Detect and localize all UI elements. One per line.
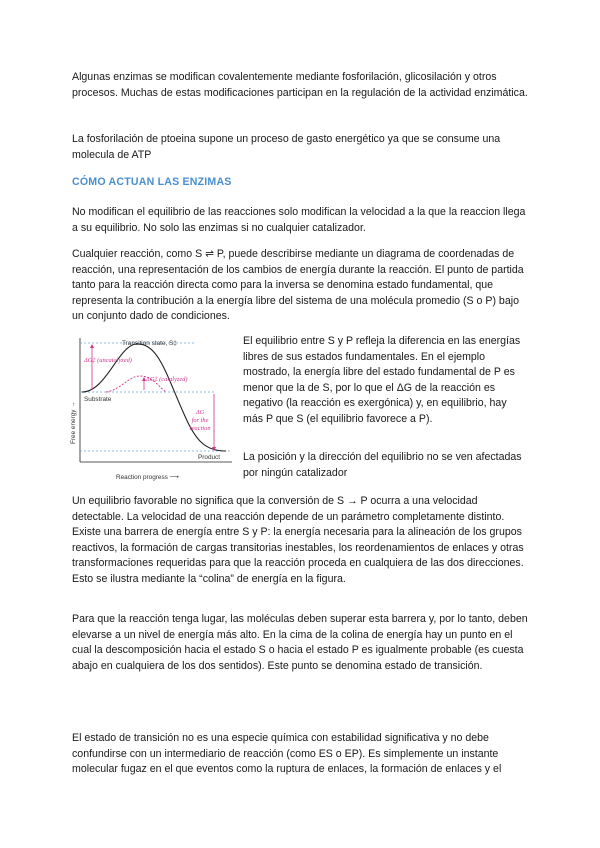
transition-state-label: Transition state, S‡ xyxy=(122,340,177,347)
paragraph-fosforilacion: La fosforilación de ptoeina supone un proceso de gasto energético ya que se consume una molecula de ATP xyxy=(72,133,501,161)
paragraph-barrera: Un equilibrio favorable no significa que la conversión de S → P ocurra a una velocidad detectable. La velocidad de una reacción depende de un parámetro completamente distinto. Existe una barrera de energía entre S y P: la energía necesaria para la alineación de los grupos reactivos, la formación de cargas transitorias inestables, los reordenamientos de enlaces y otras transformaciones requeridas para que la reacción proceda en cualquiera de las dos direcciones. Esto se ilustra mediante la “colina” de energía en la figura. xyxy=(72,495,524,585)
reaction-coordinate-figure xyxy=(66,334,236,486)
paragraph-catalizador: La posición y la dirección del equilibrio no se ven afectadas por ningún catalizador xyxy=(243,451,522,479)
paragraph-intermediario: El estado de transición no es una especie química con estabilidad significativa y no debe confundirse con un intermediario de reacción (como ES o EP). Es simplemente un instante molecular fugaz en el que eventos como la ruptura de enlaces, la formación de enlaces y el xyxy=(72,732,502,775)
paragraph-equilibrio: No modifican el equilibrio de las reacciones solo modifican la velocidad a la que la reaccion llega a su equilibrio. No solo las enzimas si no cualquier catalizador. xyxy=(72,206,526,234)
product-label: Product xyxy=(198,454,221,461)
catalyzed-label: ΔG‡ (catalyzed) xyxy=(146,376,188,383)
paragraph-estado-transicion: Para que la reacción tenga lugar, las moléculas deben superar esta barrera y, por lo tanto, deben elevarse a un nivel de energía más alto. En la cima de la colina de energía hay un punto en el cual la descomposición hacia el estado S o hacia el estado P es igualmente probable (es cuesta abajo en cualquiera de los dos sentidos). Este punto se denomina estado de transición. xyxy=(72,613,528,672)
section-heading: CÓMO ACTUAN LAS ENZIMAS xyxy=(72,176,232,188)
paragraph-modificaciones: Algunas enzimas se modifican covalentemente mediante fosforilación, glicosilación y otros procesos. Muchas de estas modificaciones participan en la regulación de la actividad enzimática. xyxy=(72,71,528,99)
delta-g-label-3: reaction xyxy=(189,425,211,432)
y-axis-label: Free energy → xyxy=(70,401,77,444)
x-axis-label: Reaction progress ⟶ xyxy=(116,474,179,481)
delta-g-label-2: for the xyxy=(191,417,209,424)
uncatalyzed-arrowhead xyxy=(90,344,94,348)
uncatalyzed-label: ΔG‡ (uncatalyzed) xyxy=(84,357,132,364)
paragraph-diagrama: Cualquier reacción, como S ⇌ P, puede describirse mediante un diagrama de coordenadas de reacción, una representación de los cambios de energía durante la reacción. El punto de partida tanto para la reacción directa como para la inversa se denomina estado fundamental, que representa la contribución a la energía libre del sistema de una molécula promedio (S o P) bajo un conjunto dado de condiciones. xyxy=(72,248,524,322)
delta-g-label-1: ΔG xyxy=(195,409,205,416)
substrate-label: Substrate xyxy=(84,396,112,403)
paragraph-energias-libres: El equilibrio entre S y P refleja la diferencia en las energías libres de sus estados fundamentales. En el ejemplo mostrado, la energía libre del estado fundamental de P es menor que la de S, por lo que el ΔG de la reacción es negativo (la reacción es exergónica) y, en equilibrio, hay más P que S (el equilibrio favorece a P). xyxy=(243,335,521,425)
reaction-diagram xyxy=(66,334,236,486)
